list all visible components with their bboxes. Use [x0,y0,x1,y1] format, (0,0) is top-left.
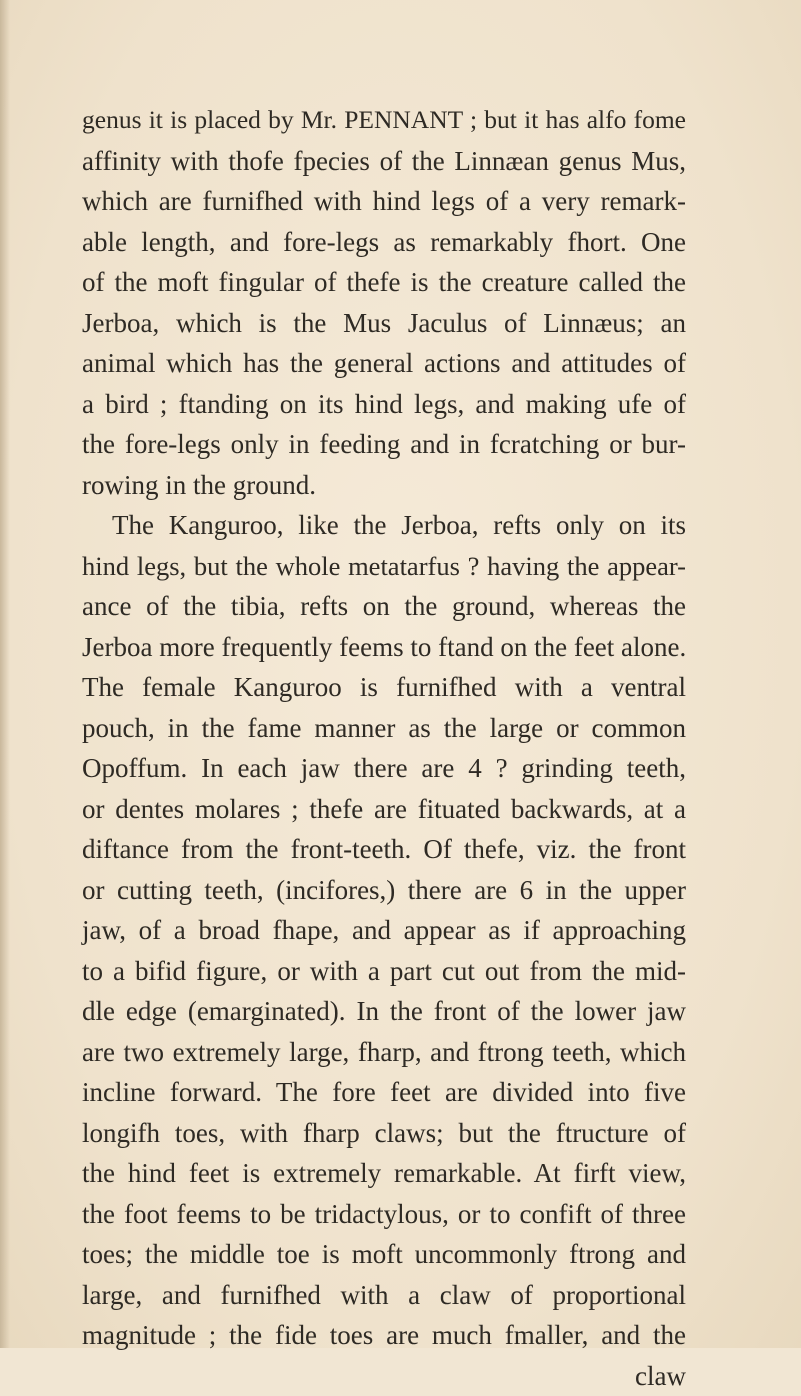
text-line: the fore-legs only in feeding and in fcratching or bur- [82,424,686,465]
text-line: pouch, in the fame manner as the large or common [82,708,686,749]
text-line: incline forward. The fore feet are divided into five [82,1072,686,1113]
text-line: the hind feet is extremely remarkable. At firft view, [82,1153,686,1194]
text-line: Opoffum. In each jaw there are 4 ? grinding teeth, [82,748,686,789]
text-line: animal which has the general actions and attitudes of [82,343,686,384]
body-text [82,100,686,1396]
text-line: The female Kanguroo is furnifhed with a ventral [82,667,686,708]
catchword: claw [82,1356,686,1396]
text-line: affinity with thofe fpecies of the Linnæan genus Mus, [82,141,686,182]
text-line: Jerboa more frequently feems to ftand on the feet alone. [82,627,686,668]
text-line: dle edge (emarginated). In the front of the lower jaw [82,991,686,1032]
text-line: a bird ; ftanding on its hind legs, and making ufe of [82,384,686,425]
text-line: are two extremely large, fharp, and ftrong teeth, which [82,1032,686,1073]
text-line: toes; the middle toe is moft uncommonly ftrong and [82,1234,686,1275]
text-line: genus it is placed by Mr. PENNANT ; but it has alfo fome [82,100,686,141]
text-line: magnitude ; the fide toes are much fmaller, and the [82,1315,686,1356]
text-line: ance of the tibia, refts on the ground, whereas the [82,586,686,627]
text-line: or cutting teeth, (incifores,) there are 6 in the upper [82,870,686,911]
text-line: which are furnifhed with hind legs of a very remark- [82,181,686,222]
text-line: or dentes molares ; thefe are fituated backwards, at a [82,789,686,830]
text-line: hind legs, but the whole metatarfus ? having the appear- [82,546,686,587]
text-line: Jerboa, which is the Mus Jaculus of Linnæus; an [82,303,686,344]
text-line: rowing in the ground. [82,465,686,506]
text-line: jaw, of a broad fhape, and appear as if approaching [82,910,686,951]
text-line: the foot feems to be tridactylous, or to confift of three [82,1194,686,1235]
text-line: The Kanguroo, like the Jerboa, refts only on its [82,505,686,546]
page-gutter [0,0,10,1348]
text-line: of the moft fingular of thefe is the creature called the [82,262,686,303]
text-line: longifh toes, with fharp claws; but the ftructure of [82,1113,686,1154]
text-line: large, and furnifhed with a claw of proportional [82,1275,686,1316]
text-line: able length, and fore-legs as remarkably fhort. One [82,222,686,263]
text-line: diftance from the front-teeth. Of thefe, viz. the front [82,829,686,870]
text-line: to a bifid figure, or with a part cut out from the mid- [82,951,686,992]
